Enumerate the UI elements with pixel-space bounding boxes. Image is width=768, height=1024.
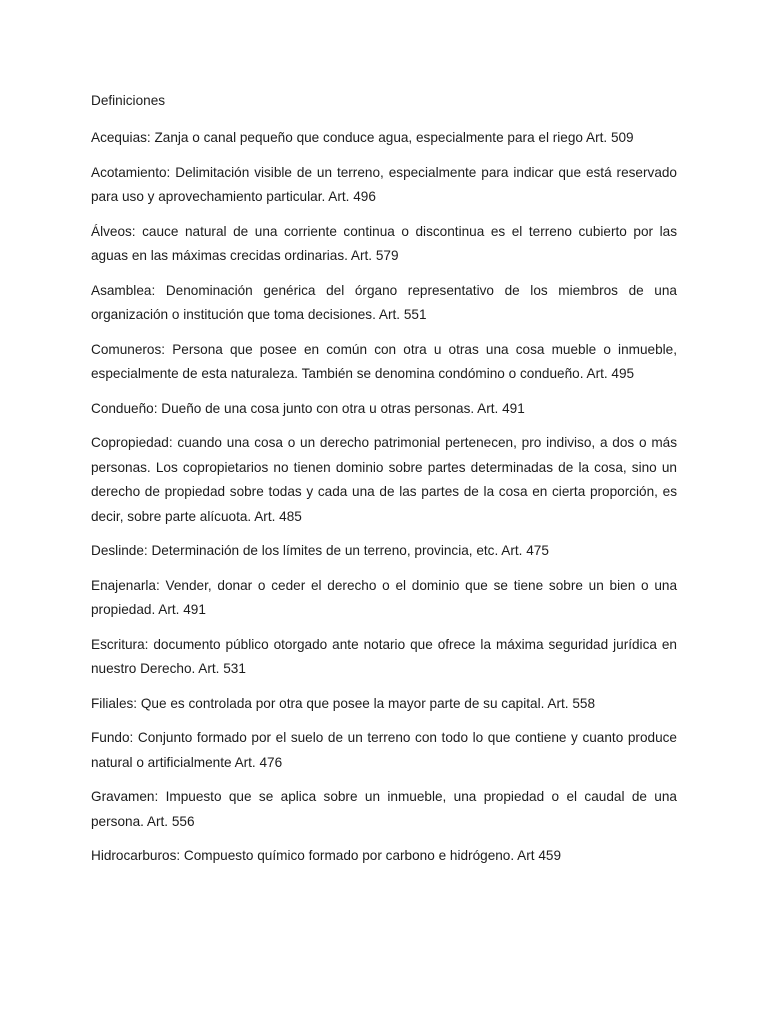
definition-entry: Asamblea: Denominación genérica del órgano representativo de los miembros de una organización o institución que toma decisiones. Art. 551	[91, 282, 677, 322]
definition-entry: Enajenarla: Vender, donar o ceder el derecho o el dominio que se tiene sobre un bien o una propiedad. Art. 491	[91, 577, 677, 617]
definition-entry: Álveos: cauce natural de una corriente continua o discontinua es el terreno cubierto por las aguas en las máximas crecidas ordinarias. Art. 579	[91, 223, 677, 263]
definition-entry: Acequias: Zanja o canal pequeño que conduce agua, especialmente para el riego Art. 509	[91, 130, 634, 145]
definition-entry: Gravamen: Impuesto que se aplica sobre un inmueble, una propiedad o el caudal de una persona. Art. 556	[91, 789, 677, 829]
definition-entry: Escritura: documento público otorgado ante notario que ofrece la máxima seguridad jurídica en nuestro Derecho. Art. 531	[91, 636, 677, 676]
definition-entry: Deslinde: Determinación de los límites de un terreno, provincia, etc. Art. 475	[91, 543, 549, 558]
definition-entry: Hidrocarburos: Compuesto químico formado por carbono e hidrógeno. Art 459	[91, 848, 561, 863]
definition-entry: Copropiedad: cuando una cosa o un derecho patrimonial pertenecen, pro indiviso, a dos o más personas. Los copropietarios no tienen dominio sobre partes determinadas de la cosa, sino un derecho de propiedad sobre todas y cada una de las partes de la cosa en cierta proporción, es decir, sobre parte alícuota. Art. 485	[91, 435, 677, 524]
definition-entry: Fundo: Conjunto formado por el suelo de un terreno con todo lo que contiene y cuanto produce natural o artificialmente Art. 476	[91, 730, 677, 770]
document-page	[91, 91, 677, 879]
definition-entry: Condueño: Dueño de una cosa junto con otra u otras personas. Art. 491	[91, 400, 525, 416]
definition-entry: Acotamiento: Delimitación visible de un terreno, especialmente para indicar que está reservado para uso y aprovechamiento particular. Art. 496	[91, 164, 677, 204]
definition-entry: Comuneros: Persona que posee en común con otra u otras una cosa mueble o inmueble, especialmente de esta naturaleza. También se denomina condómino o condueño. Art. 495	[91, 341, 677, 381]
definition-entry: Filiales: Que es controlada por otra que posee la mayor parte de su capital. Art. 558	[91, 695, 596, 711]
document-title: Definiciones	[91, 93, 166, 108]
